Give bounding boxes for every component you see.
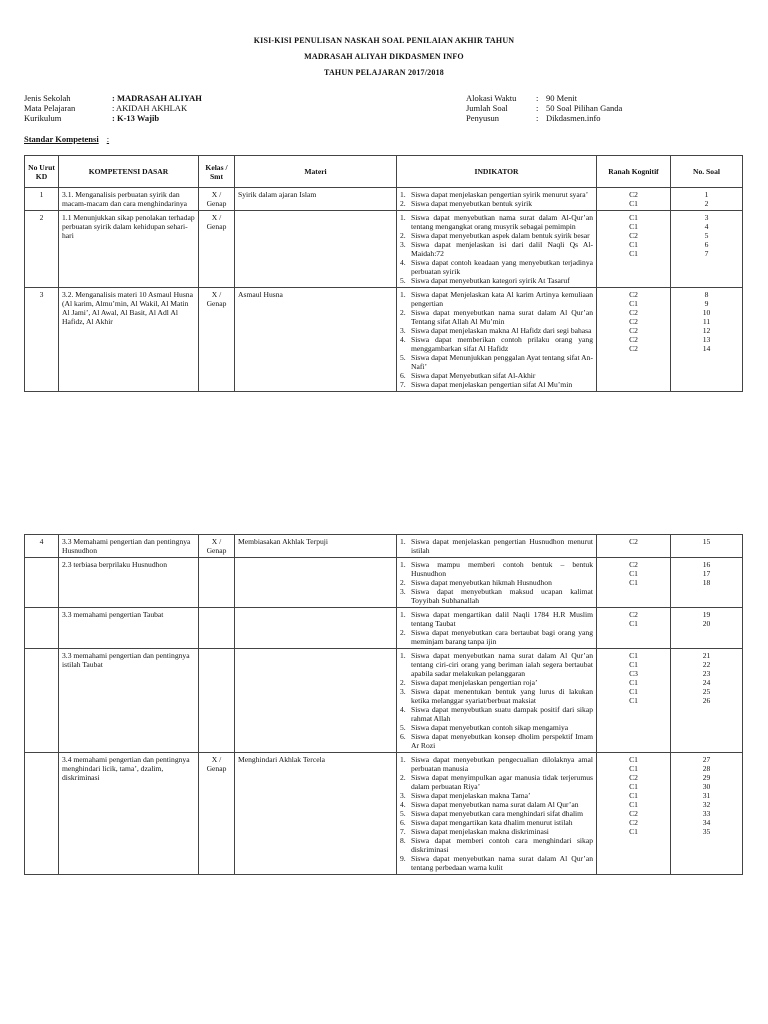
indikator-item [400,587,593,605]
indikator-text: Siswa dapat menyebutkan contoh sikap mengamiya [411,723,569,732]
indikator-list [400,213,593,285]
ranah-cell [597,188,671,211]
kompetensi-dasar: 3.1. Menganalisis perbuatan syirik dan macam-macam dan cara menghindarinya [59,188,199,211]
ranah-cell [597,211,671,288]
indikator-text: Siswa dapat menjelaskan pengertian syirik menurut syara’ [411,190,589,199]
indikator-number: 1. [400,213,406,222]
kd-number [25,649,59,753]
ranah-value: C1 [629,619,638,628]
materi [235,608,397,649]
nosoal-value: 35 [702,827,711,836]
indikator-number: 2. [400,773,406,782]
indikator-number: 3. [400,687,406,696]
nosoal-value: 20 [702,619,711,628]
indikator-text: Siswa dapat menyebutkan aspek dalam bentuk syirik besar [411,231,590,240]
nosoal-cell [671,188,743,211]
kompetensi-dasar: 3.3 memahami pengertian Taubat [59,608,199,649]
indikator-text: Siswa dapat memberikan contoh prilaku orang yang menggambarkan sifat Al Hafidz [411,335,593,353]
meta-question-count: Jumlah Soal : 50 Soal Pilihan Ganda [466,103,623,113]
ranah-value: C1 [629,827,638,836]
nosoal-value: 15 [702,537,711,546]
kelas-semester: X / Genap [199,188,235,211]
ranah-cell [597,649,671,753]
indikator-text: Siswa dapat menyebutkan nama surat dalam Al Qur’an tentang ciri-ciri orang yang beriman ialah segera bertaubat apabila sadar melakukan pelanggaran [411,651,593,678]
indikator-cell [397,288,597,392]
indikator-item [400,537,593,555]
indikator-text: Siswa dapat menyebutkan bentuk syirik [411,199,533,208]
kompetensi-dasar: 3.4 memahami pengertian dan pentingnya menghindari licik, tama’, dzalim, diskriminasi [59,753,199,875]
kompetensi-dasar: 3.3 memahami pengertian dan pentingnya istilah Taubat [59,649,199,753]
nosoal-value: 28 [702,764,711,773]
indikator-number: 2. [400,678,406,687]
ranah-value: C2 [629,190,638,199]
indikator-text: Siswa mampu memberi contoh bentuk – bentuk Husnudhon [411,560,593,578]
nosoal-value: 1 [704,190,709,199]
kd-number: 1 [25,188,59,211]
table-row [25,608,743,649]
indikator-item [400,335,593,353]
indikator-text: Siswa dapat menjelaskan makna diskriminasi [411,827,549,836]
indikator-number: 3. [400,587,406,596]
kompetensi-dasar: 1.1 Menunjukkan sikap penolakan terhadap perbuatan syirik dalam kehidupan sehari-hari [59,211,199,288]
indikator-list [400,537,593,555]
ranah-value: C1 [629,660,638,669]
indikator-text: Siswa dapat menjelaskan pengertian sifat Al Mu’min [411,380,573,389]
table-row [25,188,743,211]
school-year: TAHUN PELAJARAN 2017/2018 [324,68,444,77]
indikator-number: 2. [400,578,406,587]
nosoal-cell [671,753,743,875]
ranah-value: C1 [629,199,638,208]
nosoal-value: 13 [702,335,711,344]
school-name: MADRASAH ALIYAH DIKDASMEN INFO [304,52,464,61]
ranah-value: C1 [629,696,638,705]
ranah-value: C1 [629,651,638,660]
materi [235,558,397,608]
nosoal-cell [671,608,743,649]
nosoal-value: 14 [702,344,711,353]
nosoal-value: 3 [704,213,709,222]
kelas-semester [199,649,235,753]
indikator-number: 2. [400,199,406,208]
indikator-number: 3. [400,326,406,335]
indikator-text: Siswa dapat menyebutkan nama surat dalam Al Qur’an tentang perbedaan warna kulit [411,854,593,872]
ranah-cell [597,288,671,392]
kelas-semester: X / Genap [199,535,235,558]
indikator-text: Siswa dapat Menunjukkan penggalan Ayat tentang sifat An-Nafi’ [411,353,593,371]
indikator-item [400,818,593,827]
materi [235,211,397,288]
indikator-number: 1. [400,755,406,764]
kelas-semester: X / Genap [199,211,235,288]
indikator-item [400,773,593,791]
ranah-cell [597,608,671,649]
indikator-text: Siswa dapat menjelaskan makna Al Hafidz dari segi bahasa [411,326,592,335]
nosoal-value: 16 [702,560,711,569]
indikator-number: 6. [400,732,406,741]
nosoal-value: 6 [704,240,709,249]
indikator-item [400,809,593,818]
indikator-cell [397,608,597,649]
nosoal-value: 34 [702,818,711,827]
indikator-list [400,560,593,605]
meta-author: Penyusun : Dikdasmen.info [466,113,601,123]
indikator-cell [397,535,597,558]
indikator-item [400,854,593,872]
nosoal-value: 24 [702,678,711,687]
nosoal-value: 32 [702,800,711,809]
ranah-value: C2 [629,773,638,782]
ranah-value: C1 [629,299,638,308]
indikator-item [400,560,593,578]
nosoal-cell [671,558,743,608]
table-row [25,558,743,608]
indikator-item [400,199,593,208]
nosoal-value: 10 [702,308,711,317]
indikator-number: 1. [400,537,406,546]
indikator-cell [397,188,597,211]
table-row [25,288,743,392]
indikator-number: 1. [400,560,406,569]
indikator-number: 4. [400,258,406,267]
kelas-semester: X / Genap [199,753,235,875]
indikator-item [400,827,593,836]
nosoal-value: 33 [702,809,711,818]
indikator-text: Siswa dapat menyebutkan nama surat dalam Al-Qur’an tentang mengangkat orang musyrik sebagai pemimpin [411,213,593,231]
indikator-text: Siswa dapat menjelaskan isi dari dalil Naqli Qs Al-Maidah:72 [411,240,593,258]
nosoal-value: 22 [702,660,711,669]
meta-time: Alokasi Waktu : 90 Menit [466,93,577,103]
nosoal-value: 2 [704,199,709,208]
ranah-value: C3 [629,669,638,678]
nosoal-value: 19 [702,610,711,619]
indikator-text: Siswa dapat menyebutkan nama surat dalam Al Qur’an [411,800,579,809]
indikator-number: 9. [400,854,406,863]
indikator-item [400,651,593,678]
ranah-value: C1 [629,687,638,696]
table-row [25,211,743,288]
indikator-number: 5. [400,723,406,732]
indikator-text: Siswa dapat menjelaskan pengertian Husnudhon menurut istilah [411,537,593,555]
ranah-value: C2 [629,326,638,335]
indikator-number: 5. [400,276,406,285]
ranah-value: C2 [629,818,638,827]
indikator-number: 6. [400,371,406,380]
indikator-number: 4. [400,335,406,344]
indikator-item [400,628,593,646]
indikator-text: Siswa dapat mengartikan dalil Naqli 1784 H.R Muslim tentang Taubat [411,610,593,628]
nosoal-value: 12 [702,326,711,335]
ranah-value: C2 [629,231,638,240]
ranah-value: C1 [629,569,638,578]
indikator-text: Siswa dapat menyebutkan konsep dholim perspektif Imam Ar Rozi [411,732,593,750]
indikator-item [400,791,593,800]
nosoal-cell [671,288,743,392]
indikator-number: 1. [400,190,406,199]
nosoal-value: 30 [702,782,711,791]
indikator-text: Siswa dapat menyebutkan cara menghindari sifat dhalim [411,809,584,818]
indikator-cell [397,753,597,875]
col-nosoal: No. Soal [671,156,743,188]
kd-number: 3 [25,288,59,392]
col-ranah: Ranah Kognitif [597,156,671,188]
nosoal-value: 18 [702,578,711,587]
kelas-semester [199,558,235,608]
standar-kompetensi: Standar Kompetensi : [24,134,110,144]
indikator-text: Siswa dapat menyebutkan maksud ucapan kalimat Toyyibah Subhanallah [411,587,593,605]
table-header-row [25,156,743,188]
indikator-cell [397,211,597,288]
materi: Asmaul Husna [235,288,397,392]
nosoal-cell [671,649,743,753]
kompetensi-dasar: 3.3 Memahami pengertian dan pentingnya Husnudhon [59,535,199,558]
ranah-value: C2 [629,308,638,317]
indikator-number: 4. [400,800,406,809]
indikator-item [400,213,593,231]
indikator-number: 6. [400,818,406,827]
indikator-item [400,258,593,276]
kompetensi-dasar: 3.2. Menganalisis materi 10 Asmaul Husna (Al karim, Almu’min, Al Wakil, Al Matin Al Jami’, Al Awal, Al Basit, Al Adl Al Hafidz, Al Akhir [59,288,199,392]
ranah-value: C1 [629,240,638,249]
indikator-item [400,610,593,628]
ranah-value: C1 [629,678,638,687]
nosoal-value: 21 [702,651,711,660]
ranah-value: C2 [629,290,638,299]
indikator-item [400,308,593,326]
indikator-item [400,836,593,854]
kd-number: 4 [25,535,59,558]
doc-title: KISI-KISI PENULISAN NASKAH SOAL PENILAIAN AKHIR TAHUN [253,36,515,45]
indikator-item [400,371,593,380]
kisi-table-1 [24,155,743,392]
indikator-cell [397,558,597,608]
ranah-value: C1 [629,213,638,222]
ranah-cell [597,535,671,558]
indikator-number: 8. [400,836,406,845]
materi: Syirik dalam ajaran Islam [235,188,397,211]
indikator-number: 1. [400,610,406,619]
nosoal-cell [671,535,743,558]
kd-number [25,753,59,875]
meta-subject: Mata Pelajaran : AKIDAH AKHLAK [24,103,188,113]
col-kd: KOMPETENSI DASAR [59,156,199,188]
ranah-value: C2 [629,344,638,353]
ranah-cell [597,753,671,875]
nosoal-value: 26 [702,696,711,705]
ranah-value: C2 [629,809,638,818]
ranah-value: C1 [629,222,638,231]
ranah-value: C1 [629,578,638,587]
nosoal-value: 9 [704,299,709,308]
indikator-number: 2. [400,628,406,637]
meta-school-type: Jenis Sekolah : MADRASAH ALIYAH [24,93,202,103]
indikator-text: Siswa dapat menyebutkan pengecualian dilolaknya amal perbuatan manusia [411,755,593,773]
indikator-number: 3. [400,240,406,249]
kelas-semester: X / Genap [199,288,235,392]
nosoal-value: 17 [702,569,711,578]
col-materi: Materi [235,156,397,188]
ranah-value: C2 [629,537,638,546]
nosoal-cell [671,211,743,288]
kd-number [25,558,59,608]
table-row [25,753,743,875]
indikator-item [400,705,593,723]
ranah-value: C1 [629,249,638,258]
indikator-text: Siswa dapat menjelaskan makna Tama’ [411,791,531,800]
col-kelas: Kelas / Smt [199,156,235,188]
nosoal-value: 25 [702,687,711,696]
indikator-text: Siswa dapat menyebutkan nama surat dalam Al Qur’an Tentang sifat Allah Al Mu’min [411,308,593,326]
indikator-number: 5. [400,809,406,818]
indikator-list [400,651,593,750]
nosoal-value: 23 [702,669,711,678]
indikator-item [400,678,593,687]
indikator-cell [397,649,597,753]
nosoal-value: 29 [702,773,711,782]
indikator-text: Siswa dapat menjelaskan pengertian roja’ [411,678,538,687]
kd-number: 2 [25,211,59,288]
table-row [25,649,743,753]
indikator-list [400,190,593,208]
nosoal-value: 31 [702,791,711,800]
nosoal-value: 7 [704,249,709,258]
kelas-semester [199,608,235,649]
indikator-item [400,231,593,240]
ranah-cell [597,558,671,608]
materi [235,649,397,753]
indikator-number: 1. [400,651,406,660]
ranah-value: C2 [629,560,638,569]
nosoal-value: 5 [704,231,709,240]
indikator-number: 4. [400,705,406,714]
indikator-list [400,290,593,389]
ranah-value: C1 [629,800,638,809]
indikator-list [400,610,593,646]
indikator-list [400,755,593,872]
indikator-text: Siswa dapat mengartikan kata dhalim menurut istilah [411,818,573,827]
indikator-text: Siswa dapat Menyebutkan sifat Al-Akhir [411,371,536,380]
indikator-item [400,276,593,285]
ranah-value: C1 [629,764,638,773]
indikator-item [400,290,593,308]
nosoal-value: 4 [704,222,709,231]
indikator-text: Siswa dapat menyimpulkan agar manusia tidak terjerumus dalam perbuatan Riya’ [411,773,593,791]
indikator-number: 5. [400,353,406,362]
indikator-item [400,353,593,371]
indikator-item [400,723,593,732]
ranah-value: C2 [629,335,638,344]
indikator-item [400,755,593,773]
ranah-value: C2 [629,610,638,619]
indikator-text: Siswa dapat Menjelaskan kata Al karim Artinya kemuliaan pengertian [411,290,593,308]
indikator-number: 7. [400,380,406,389]
indikator-item [400,578,593,587]
table-row [25,535,743,558]
indikator-number: 7. [400,827,406,836]
nosoal-value: 8 [704,290,709,299]
col-indikator: INDIKATOR [397,156,597,188]
indikator-item [400,732,593,750]
ranah-value: C1 [629,782,638,791]
kompetensi-dasar: 2.3 terbiasa berprilaku Husnudhon [59,558,199,608]
indikator-number: 1. [400,290,406,299]
meta-curriculum: Kurikulum : K-13 Wajib [24,113,160,123]
indikator-text: Siswa dapat menyebutkan hikmah Husnudhon [411,578,552,587]
indikator-text: Siswa dapat contoh keadaan yang menyebutkan terjadinya perbuatan syirik [411,258,593,276]
indikator-item [400,380,593,389]
nosoal-value: 11 [702,317,711,326]
indikator-item [400,240,593,258]
indikator-item [400,326,593,335]
indikator-item [400,190,593,199]
ranah-value: C1 [629,755,638,764]
indikator-text: Siswa dapat menentukan bentuk yang lurus di lakukan ketika melanggar syariat/berbuat maksiat [411,687,593,705]
indikator-text: Siswa dapat memberi contoh cara menghindari sikap diskriminasi [411,836,593,854]
indikator-number: 3. [400,791,406,800]
ranah-value: C1 [629,791,638,800]
col-no: No Urut KD [25,156,59,188]
ranah-value: C2 [629,317,638,326]
kd-number [25,608,59,649]
indikator-item [400,800,593,809]
indikator-number: 2. [400,231,406,240]
nosoal-value: 27 [702,755,711,764]
materi: Membiasakan Akhlak Terpuji [235,535,397,558]
indikator-item [400,687,593,705]
indikator-text: Siswa dapat menyebutkan cara bertaubat bagi orang yang meminjam barang tanpa ijin [411,628,593,646]
indikator-text: Siswa dapat menyebutkan suatu dampak positif dari sikap rahmat Allah [411,705,593,723]
kisi-table-2 [24,534,743,875]
indikator-text: Siswa dapat menyebutkan kategori syirik At Tasaruf [411,276,570,285]
materi: Menghindari Akhlak Tercela [235,753,397,875]
indikator-number: 2. [400,308,406,317]
